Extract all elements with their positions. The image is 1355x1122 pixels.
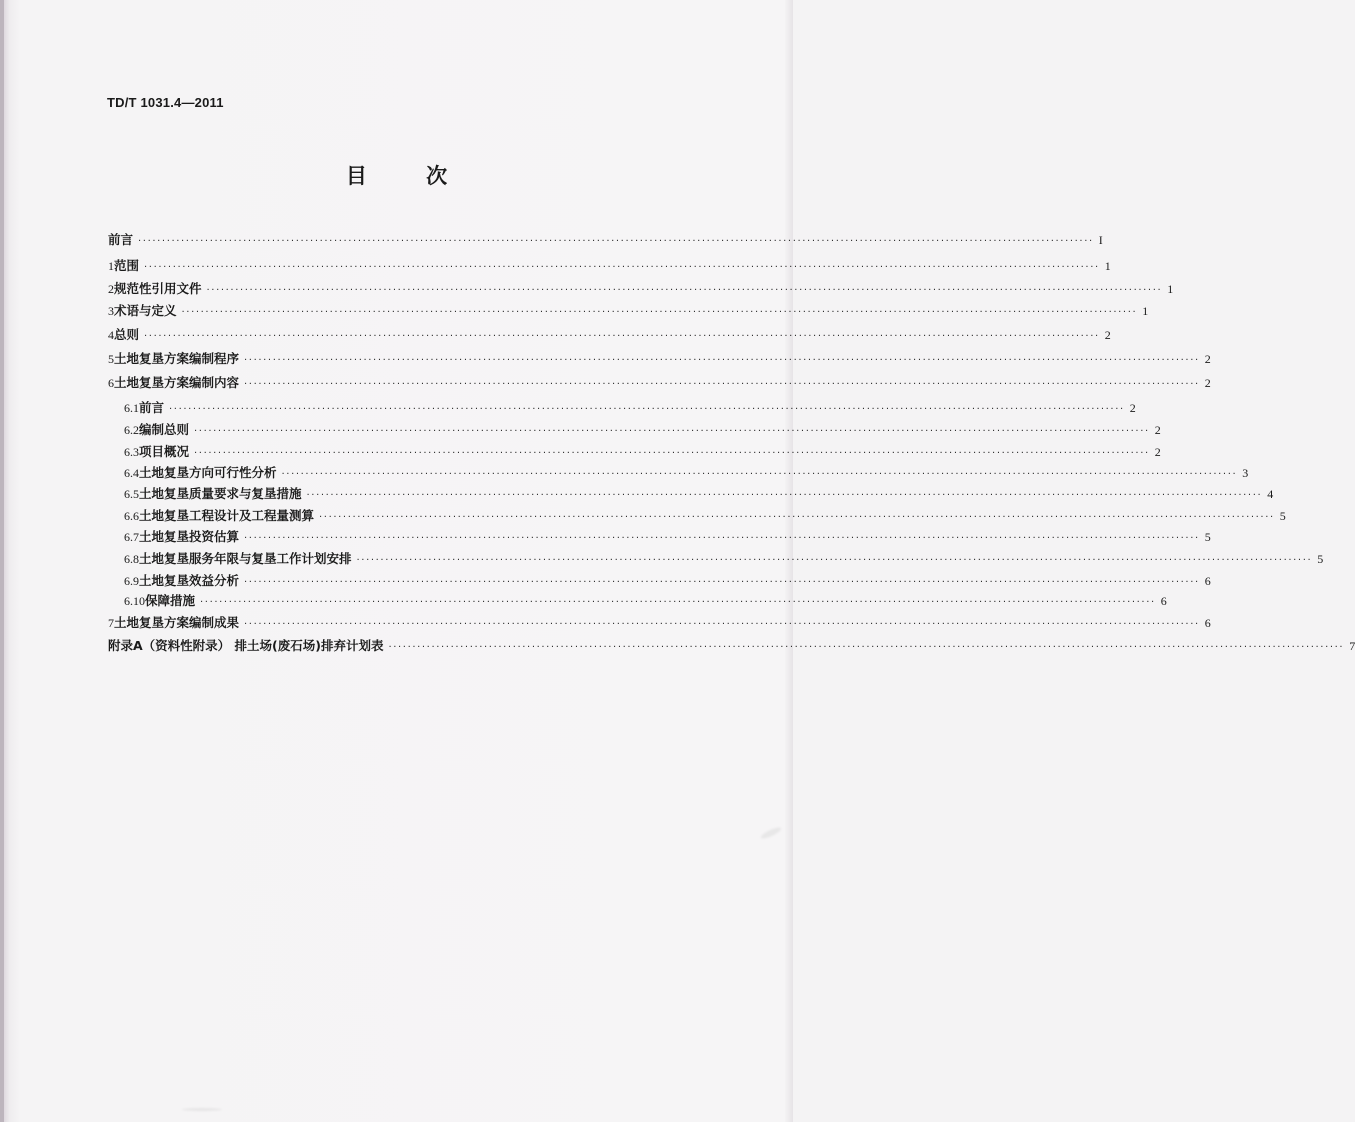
toc-entry-label: 附录A（资料性附录） 排土场(废石场)排弃计划表 — [108, 638, 384, 653]
toc-dot-leader: ········································································································································································································ — [244, 379, 1200, 390]
toc-entry-number: 1 — [108, 259, 114, 273]
toc-entry-page: 1 — [1167, 282, 1174, 296]
toc-dot-leader: ········································································································································································································ — [144, 331, 1100, 342]
toc-dot-leader: ········································································································································································································ — [194, 426, 1150, 437]
toc-entry-page: 4 — [1267, 487, 1274, 501]
toc-entry-page: 2 — [1104, 328, 1111, 342]
toc-entry[interactable] — [108, 636, 1355, 654]
toc-entry-page: 2 — [1154, 445, 1161, 459]
toc-entry-number: 4 — [108, 328, 114, 342]
toc-entry-label: 土地复垦投资估算 — [139, 529, 240, 544]
toc-entry-page: I — [1098, 233, 1103, 247]
toc-entry-page: 2 — [1129, 401, 1136, 415]
toc-entry-label: 土地复垦方向可行性分析 — [139, 465, 277, 480]
toc-dot-leader: ········································································································································································································ — [244, 533, 1200, 544]
toc-entry-number: 6.2 — [124, 423, 139, 437]
toc-entry-number: 7 — [108, 616, 114, 630]
toc-dot-leader: ········································································································································································································ — [306, 490, 1263, 501]
toc-dot-leader: ········································································································································································································ — [200, 597, 1156, 608]
toc-entry[interactable] — [108, 279, 1174, 297]
toc-entry-label: 前言 — [139, 400, 165, 415]
toc-entry-label: 术语与定义 — [114, 303, 177, 318]
toc-entry[interactable] — [124, 420, 1161, 438]
toc-entry[interactable] — [108, 613, 1211, 631]
toc-dot-leader: ········································································································································································································ — [319, 512, 1275, 523]
toc-entry-number: 6.4 — [124, 466, 139, 480]
toc-entry-page: 5 — [1317, 552, 1324, 566]
toc-entry-label: 总则 — [114, 327, 140, 342]
toc-entry-label: 土地复垦方案编制内容 — [114, 375, 240, 390]
toc-entry-page: 2 — [1204, 376, 1211, 390]
toc-entry-label: 前言 — [108, 232, 134, 247]
toc-entry[interactable] — [108, 301, 1149, 319]
page-title: 目 次 — [345, 164, 474, 188]
toc-entry-label: 保障措施 — [145, 593, 196, 608]
toc-entry[interactable] — [124, 549, 1324, 567]
toc-entry-page: 6 — [1204, 616, 1211, 630]
toc-entry[interactable] — [124, 484, 1274, 502]
toc-entry-page: 5 — [1279, 509, 1286, 523]
toc-entry[interactable] — [124, 527, 1211, 545]
toc-entry-page: 5 — [1204, 530, 1211, 544]
toc-entry-number: 6.5 — [124, 487, 139, 501]
toc-dot-leader: ········································································································································································································ — [244, 619, 1200, 630]
toc-entry-number: 6.1 — [124, 401, 139, 415]
toc-entry-label: 土地复垦方案编制程序 — [114, 351, 240, 366]
toc-entry[interactable] — [124, 506, 1286, 524]
toc-entry-label: 规范性引用文件 — [114, 281, 202, 296]
toc-entry[interactable] — [108, 325, 1111, 343]
toc-entry-label: 范围 — [114, 258, 140, 273]
toc-entry-page: 3 — [1242, 466, 1249, 480]
toc-dot-leader: ········································································································································································································ — [244, 355, 1200, 366]
toc-dot-leader: ········································································································································································································ — [181, 307, 1138, 318]
toc-entry-number: 6.3 — [124, 445, 139, 459]
toc-dot-leader: ········································································································································································································ — [388, 642, 1345, 653]
toc-entry-page: 2 — [1204, 352, 1211, 366]
scan-smudge — [760, 826, 782, 841]
toc-entry-page: 2 — [1154, 423, 1161, 437]
document-code: TD/T 1031.4—2011 — [107, 95, 224, 110]
toc-entry[interactable] — [108, 256, 1111, 274]
toc-entry[interactable] — [108, 230, 1103, 248]
toc-entry-page: 1 — [1104, 259, 1111, 273]
toc-dot-leader: ········································································································································································································ — [281, 469, 1238, 480]
toc-entry-number: 6.6 — [124, 509, 139, 523]
toc-dot-leader: ········································································································································································································ — [194, 448, 1150, 459]
toc-entry[interactable] — [124, 591, 1167, 609]
toc-entry[interactable] — [108, 373, 1211, 391]
toc-entry-label: 编制总则 — [139, 422, 190, 437]
toc-entry[interactable] — [124, 398, 1136, 416]
toc-entry-page: 1 — [1142, 304, 1149, 318]
toc-entry-label: 土地复垦方案编制成果 — [114, 615, 240, 630]
toc-entry-label: 土地复垦工程设计及工程量测算 — [139, 508, 315, 523]
toc-entry-page: 6 — [1160, 594, 1167, 608]
toc-entry-label: 项目概况 — [139, 444, 190, 459]
toc-dot-leader: ········································································································································································································ — [206, 285, 1163, 296]
toc-entry-number: 6.9 — [124, 574, 139, 588]
toc-entry-page: 6 — [1204, 574, 1211, 588]
toc-entry[interactable] — [108, 349, 1211, 367]
toc-dot-leader: ········································································································································································································ — [356, 555, 1313, 566]
toc-dot-leader: ········································································································································································································ — [169, 404, 1125, 415]
toc-entry-number: 6.10 — [124, 594, 145, 608]
toc-entry-label: 土地复垦效益分析 — [139, 573, 240, 588]
toc-dot-leader: ········································································································································································································ — [144, 262, 1100, 273]
toc-entry-number: 6.7 — [124, 530, 139, 544]
toc-entry-number: 2 — [108, 282, 114, 296]
toc-entry-number: 5 — [108, 352, 114, 366]
toc-entry-label: 土地复垦质量要求与复垦措施 — [139, 486, 302, 501]
toc-entry-number: 6.8 — [124, 552, 139, 566]
toc-entry[interactable] — [124, 442, 1161, 460]
toc-entry-page: 7 — [1349, 639, 1355, 653]
toc-dot-leader: ········································································································································································································ — [244, 577, 1200, 588]
toc-entry[interactable] — [124, 463, 1249, 481]
toc-dot-leader: ········································································································································································································ — [138, 236, 1094, 247]
toc-entry-number: 3 — [108, 304, 114, 318]
toc-entry-label: 土地复垦服务年限与复垦工作计划安排 — [139, 551, 352, 566]
scan-smudge — [182, 1108, 222, 1111]
toc-entry[interactable] — [124, 571, 1211, 589]
toc-entry-number: 6 — [108, 376, 114, 390]
